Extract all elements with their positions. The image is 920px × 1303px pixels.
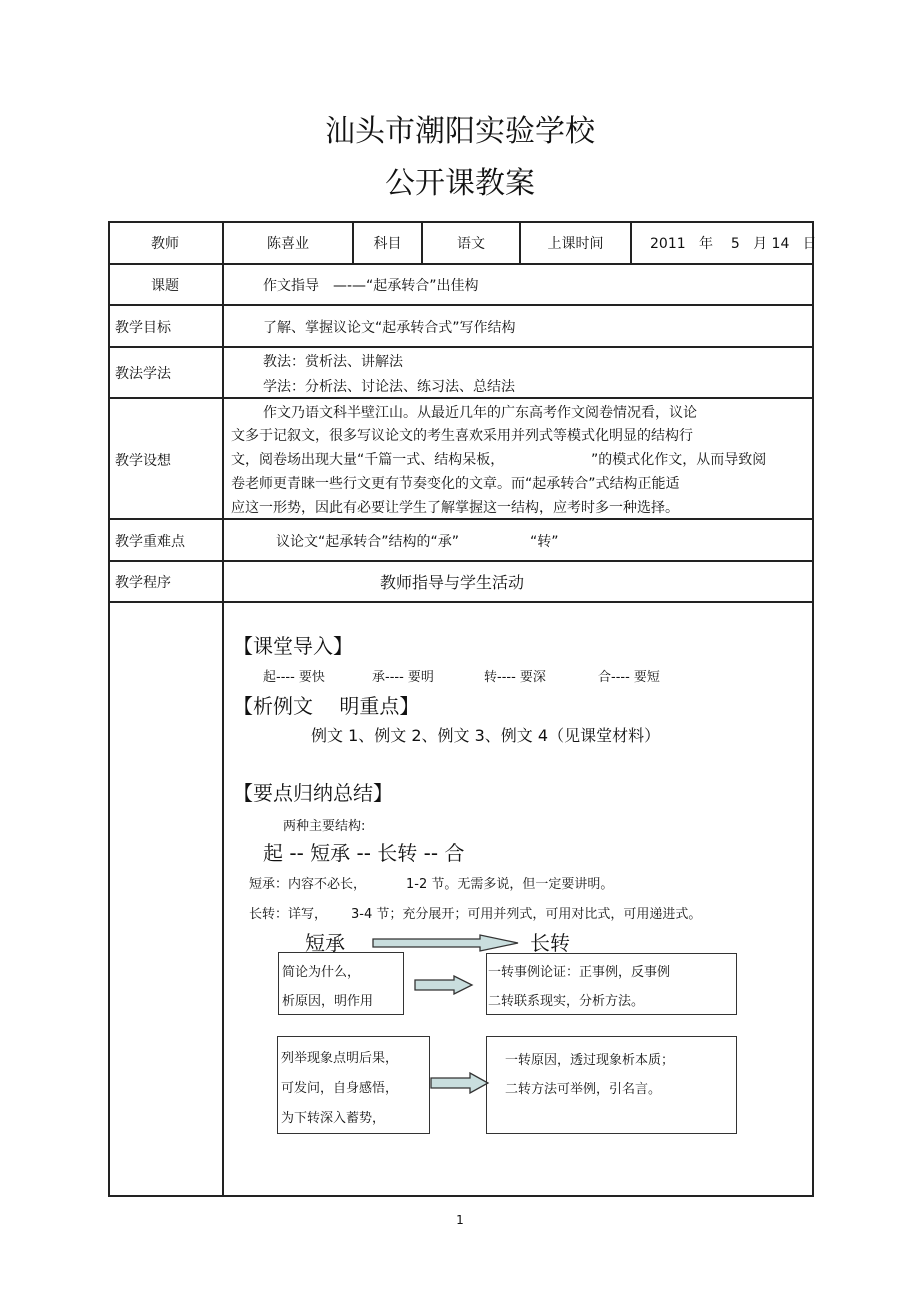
teaching-method: 教法：赏析法、讲解法 [263,354,403,370]
analysis-text: 例文 1、例文 2、例文 3、例文 4（见课堂材料） [311,726,661,745]
right-arrow-icon [430,1072,490,1094]
summary-heading: 【要点归纳总结】 [233,781,393,805]
design-label: 教学设想 [115,453,171,469]
intro-item: 转---- 要深 [484,670,546,685]
box-line: 一转原因，透过现象析本质； [505,1053,675,1068]
design-line: 文，阅卷场出现大量“千篇一式、结构呆板， [231,452,505,468]
key-difficulty: “转” [530,534,559,550]
design-line: 作文乃语文科半壁江山。从最近几年的广东高考作文阅卷情况看，议论 [263,405,697,421]
intro-heading: 【课堂导入】 [233,634,353,658]
box-line: 列举现象点明后果， [281,1051,399,1066]
teacher-name: 陈喜业 [267,236,309,252]
intro-item: 承---- 要明 [372,670,434,685]
long-title: 长转 [530,931,570,955]
document-title: 公开课教案 [385,166,535,201]
box-line: 一转事例论证：正事例，反事例 [488,965,671,980]
short-desc: 短承：内容不必长， [249,877,367,892]
box-line: 析原因，明作用 [282,994,374,1009]
class-date: 2011 年 5 月 14 日 [650,236,817,252]
long-desc-detail: 3-4 节；充分展开；可用并列式，可用对比式，可用递进式。 [351,907,702,922]
intro-item: 合---- 要短 [598,670,660,685]
design-line: 卷老师更青睐一些行文更有节奏变化的文章。而“起承转合”式结构正能适 [231,476,680,492]
box-line: 二转方法可举例，引名言。 [505,1082,662,1097]
short-desc-detail: 1-2 节。无需多说，但一定要讲明。 [406,877,614,892]
key-label: 教学重难点 [115,534,185,550]
procedure-value: 教师指导与学生活动 [380,573,525,592]
design-line: ”的模式化作文，从而导致阅 [591,452,767,468]
structure-intro: 两种主要结构: [283,819,366,834]
time-label: 上课时间 [547,236,604,252]
topic-value: 作文指导 —-—“起承转合”出佳构 [263,278,479,294]
long-desc: 长转：详写， [249,907,328,922]
right-arrow-icon [414,975,474,995]
school-title: 汕头市潮阳实验学校 [325,114,595,149]
subject-label: 科目 [373,236,402,252]
subject-value: 语文 [457,236,485,252]
box-line: 为下转深入蓄势， [281,1111,386,1126]
box-line: 简论为什么， [282,965,361,980]
design-line: 应这一形势，因此有必要让学生了解掌握这一结构，应考时多一种选择。 [231,500,679,516]
box-line: 二转联系现实，分析方法。 [488,994,645,1009]
intro-item: 起---- 要快 [263,670,325,685]
goal-value: 了解、掌握议论文“起承转合式”写作结构 [263,320,516,336]
analysis-heading: 【析例文 明重点】 [233,694,420,718]
page-number: 1 [456,1213,464,1227]
learning-method: 学法：分析法、讨论法、练习法、总结法 [263,379,515,395]
short-title: 短承 [305,931,345,955]
key-point: 议论文“起承转合”结构的“承” [276,534,460,550]
topic-label: 课题 [151,278,179,294]
method-label: 教法学法 [115,366,171,382]
design-line: 文多于记叙文，很多写议论文的考生喜欢采用并列式等模式化明显的结构行 [231,428,693,444]
teacher-label: 教师 [151,236,179,252]
right-arrow-icon [372,934,520,952]
box-line: 可发问，自身感悟， [281,1081,399,1096]
goal-label: 教学目标 [115,320,171,336]
procedure-label: 教学程序 [115,575,171,591]
structure-formula: 起 -- 短承 -- 长转 -- 合 [263,841,465,865]
